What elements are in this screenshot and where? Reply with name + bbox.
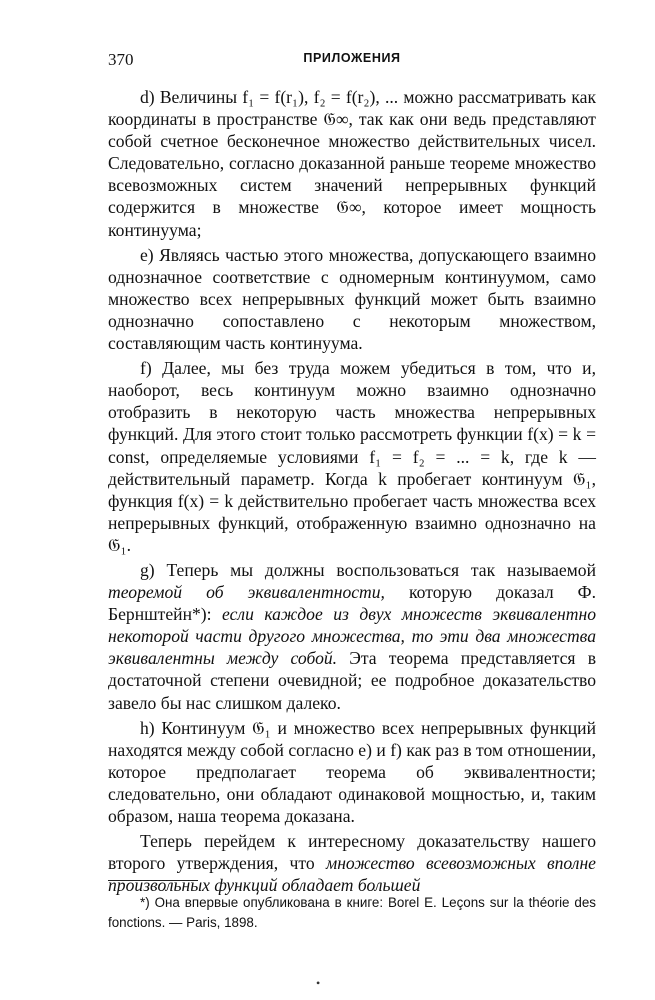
- footnote: *) Она впервые опубликована в книге: Borel E. Leçons sur la théorie des fonctions. — Paris, 1898.: [108, 895, 596, 930]
- main-text: [108, 86, 596, 899]
- paragraph-h: [108, 717, 596, 827]
- page-number: 370: [108, 50, 134, 69]
- text-segment: e) Являясь частью этого множества, допускающего взаимно однозначное соответствие с одномерным континуумом, само множество всех непрерывных функций может быть взаимно однозначно сопоставлено с некоторым множеством, составляющим часть континуума.: [108, 244, 596, 354]
- text-segment: h) Континуум 𝔊₁ и множество всех непрерывных функций находятся между собой согласно e) и f) как раз в том отношении, которое предполагает теорема об эквивалентности; следовательно, они обладают одинаковой мощностью, и, таким образом, наша теорема доказана.: [108, 717, 596, 826]
- running-head: ПРИЛОЖЕНИЯ: [303, 51, 401, 65]
- paragraph-d: [108, 86, 596, 241]
- paragraph-next: [108, 830, 596, 896]
- paragraph-e: [108, 244, 596, 354]
- text-segment: Теперь перейдем к интересному доказательству нашего второго утверждения, что: [108, 831, 596, 874]
- paragraph-g: [108, 559, 596, 714]
- text-segment: которую доказал Ф. Бернштейн*):: [108, 582, 596, 625]
- bottom-mark: •: [316, 976, 321, 990]
- text-segment: Эта теорема представляется в достаточной степени очевидной; ее подробное доказательство завело бы нас слишком далеко.: [108, 648, 597, 713]
- paragraph-f: [108, 357, 596, 556]
- text-segment: d) Величины f₁ = f(r₁), f₂ = f(r₂), ... можно рассматривать как координаты в пространстве 𝔊∞, так как они ведь представляют собой счетное бесконечное множество действительных чисел. Следовательно, согласно доказанной раньше теореме множество всевозможных систем значений непрерывных функций содержится в множестве 𝔊∞, которое имеет мощность континуума;: [108, 87, 596, 240]
- footnote-rule: [108, 880, 198, 881]
- text-segment: если каждое из двух множеств эквивалентно некоторой части другого множества, то эти два множества эквивалентны между собой.: [108, 604, 596, 669]
- text-segment: f) Далее, мы без труда можем убедиться в том, что и, наоборот, весь континуум можно взаимно однозначно отобразить в некоторую часть множества непрерывных функций. Для этого стоит только рассмотреть функции f(x) = k = const, определяемые условиями f₁ = f₂ = ... = k, где k — действительный параметр. Когда k пробегает континуум 𝔊₁, функция f(x) = k действительно пробегает часть множества всех непрерывных функций, отображенную взаимно однозначно на 𝔊₁.: [108, 358, 596, 555]
- page-header: [108, 50, 596, 74]
- text-segment: g) Теперь мы должны воспользоваться так называемой: [140, 559, 596, 580]
- text-segment: множество всевозможных вполне произвольных функций обладает большей: [108, 853, 596, 896]
- text-segment: теоремой об эквивалентности,: [108, 582, 385, 603]
